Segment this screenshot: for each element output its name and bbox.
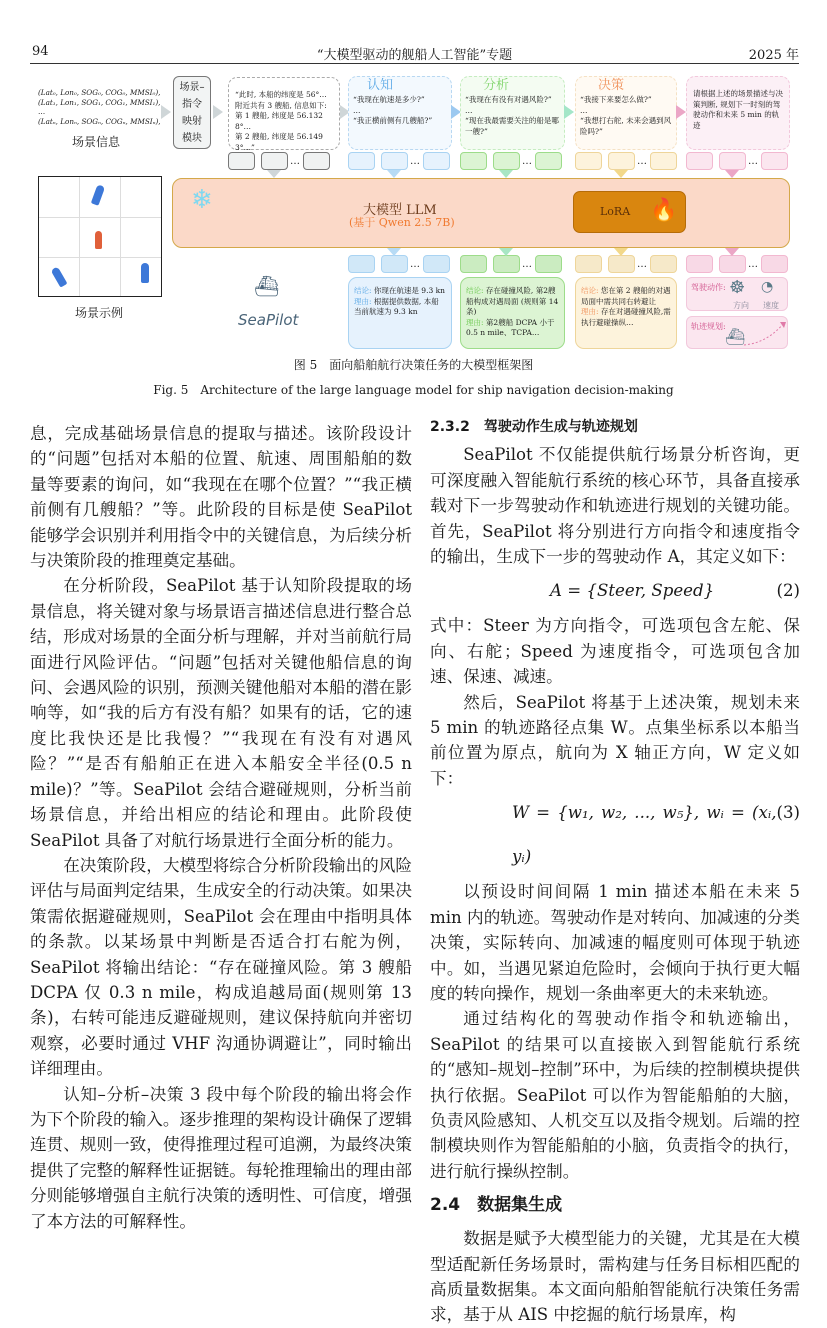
mapping-text: 指令: [182, 99, 202, 110]
conclusion-label: 结论:: [581, 286, 599, 295]
down-arrow-icon: [725, 170, 739, 178]
token-block: [608, 152, 635, 170]
reason-label: 理由:: [466, 317, 484, 327]
token-block: [535, 152, 562, 170]
token-block: [686, 255, 713, 273]
trajectory-label: 轨迹规划:: [691, 322, 726, 331]
token-block: [348, 152, 375, 170]
section-heading-2-4: 2.4 数据集生成: [430, 1195, 563, 1216]
ellipsis: …: [637, 156, 647, 167]
figure-5: [0, 0, 827, 400]
token-block: [719, 255, 746, 273]
ship-icon: [91, 184, 105, 206]
down-arrow-icon: [387, 170, 401, 178]
token-block: [650, 152, 677, 170]
trajectory-output: [686, 316, 788, 349]
equation-2: [430, 569, 800, 613]
token-block: [228, 152, 255, 170]
token-block: [261, 152, 288, 170]
down-arrow-icon: [267, 170, 281, 178]
cognition-title: 认知: [367, 78, 394, 93]
decision-box: [575, 76, 677, 150]
down-arrow-icon: [387, 248, 401, 256]
down-arrow-icon: [614, 170, 628, 178]
figure-caption-cn: 图 5 面向船舶航行决策任务的大模型框架图: [293, 358, 534, 372]
ellipsis: …: [410, 156, 420, 167]
token-block: [761, 152, 788, 170]
paragraph: SeaPilot 不仅能提供航行场景分析咨询，更可深度融入智能航行系统的核心环节，具备直接承载对下一步驾驶动作和轨迹进行规划的关键功能。首先，SeaPilot 将分别进行方向指令和速度指令的输出，生成下一步的驾驶动作 A，其定义如下：: [430, 445, 800, 567]
paragraph: 在决策阶段，大模型将综合分析阶段输出的风险评估与局面判定结果，生成安全的行动决策。如果决策需依据避碰规则，SeaPilot 会在理由中指明具体的条款。以某场景中判断是否适合打右舵为例，SeaPilot 将输出结论：“存在碰撞风险。第 3 艘船 DCPA 仅 0.3 n mile，构成追越局面(规则第 13 条)，右转可能违反避碰规则，建议保持航向并密切观察，必要时通过 VHF 沟通协调避让”，同时输出详细理由。: [30, 855, 412, 1079]
mapping-text: 场景–: [179, 82, 205, 93]
question: …: [580, 105, 588, 115]
trajectory-icon: [742, 319, 788, 347]
mapping-text: 模块: [182, 133, 202, 144]
arrow-icon: [213, 105, 223, 119]
token-block: [423, 152, 450, 170]
token-block: [761, 255, 788, 273]
down-arrow-icon: [725, 248, 739, 256]
mapping-text: 映射: [182, 116, 202, 127]
paragraph: 以预设时间间隔 1 min 描述本船在未来 5 min 内的轨迹。驾驶动作是对转向、加减速的分类决策，实际转向、加减速的幅度则可体现于轨迹中。如，当遇见紧迫危险时，会倾向于执行更大幅度的转向操作，规划一条曲率更大的未来轨迹。: [430, 882, 800, 1003]
scene-text-line: “此时, 本船的纬度是 56°…: [235, 90, 327, 99]
equation: A = {Steer, Speed}: [550, 581, 715, 601]
token-block: [493, 255, 520, 273]
journal-topic: “大模型驱动的舰船人工智能”专题: [316, 48, 513, 63]
snowflake-icon: ❄: [191, 185, 213, 215]
question: “我接下来要怎么做?”: [580, 95, 652, 104]
token-block: [381, 152, 408, 170]
conclusion-text: 你现在航速是 9.3 kn: [373, 286, 445, 295]
right-column: [430, 415, 800, 1328]
ellipsis: …: [522, 259, 532, 270]
ship-icon: [51, 266, 68, 287]
lora-label: LoRA: [600, 205, 631, 218]
action-output: [686, 277, 788, 311]
analysis-box: [460, 76, 565, 150]
reason-label: 理由:: [581, 307, 599, 316]
cognition-output: [348, 277, 452, 349]
analysis-title: 分析: [483, 78, 510, 93]
paragraph: 通过结构化的驾驶动作指令和轨迹输出，SeaPilot 的结果可以直接嵌入到智能航行系统的“感知–规划–控制”环中，为后续的控制模块提供执行依据。SeaPilot 可以作为智能船舶的大脑，负责风险感知、人机交互以及指令规划。后端的控制模块则作为智能船舶的小脑，负责指令的执行，进行航行操纵控制。: [430, 1009, 800, 1181]
planning-prompt-box: 请根据上述的场景描述与决策判断, 规划下一时刻的驾驶动作和未来 5 min 的轨迹: [686, 76, 790, 150]
fire-icon: 🔥: [650, 198, 678, 223]
token-block: [650, 255, 677, 273]
scene-example-grid: [38, 176, 162, 297]
question: “我现在航速是多少?”: [353, 95, 425, 104]
scene-line: (Latₙ, Lonₙ, SOGₙ, COGₙ, MMSIₙ),: [38, 116, 161, 126]
token-block: [535, 255, 562, 273]
question: “我现在有没有对遇风险?”: [465, 95, 552, 104]
paragraph: 数据是赋予大模型能力的关键，尤其是在大模型适配新任务场景时，需构建与任务目标相匹配的高质量数据集。本文面向船舶智能航行决策任务需求，基于从 AIS 中挖掘的航行场景库，构: [430, 1229, 800, 1325]
ship-icon: ⛴: [725, 327, 746, 346]
speedometer-icon: ◔: [761, 279, 774, 295]
token-block: [460, 152, 487, 170]
ellipsis: …: [522, 156, 532, 167]
reason-label: 理由:: [354, 296, 372, 306]
ship-logo-icon: ⛴: [254, 274, 280, 298]
token-block: [381, 255, 408, 273]
scene-text-line: 第 1 艘船, 纬度是 56.132 8°…: [235, 111, 323, 131]
down-arrow-icon: [499, 248, 513, 256]
paragraph: 然后，SeaPilot 将基于上述决策，规划未来 5 min 的轨迹路径点集 W。点集坐标系以本船当前位置为原点，航向为 X 轴正方向，W 定义如下：: [430, 692, 800, 788]
page-number: 94: [32, 44, 49, 59]
equation-3: [430, 791, 800, 879]
left-column: [30, 421, 412, 1234]
scene-line: (Lat₁, Lon₁, SOG₁, COG₁, MMSI₁),: [38, 97, 161, 107]
figure-caption-en: Fig. 5 Architecture of the large language model for ship navigation decision-making: [153, 383, 674, 397]
token-block: [348, 255, 375, 273]
equation-number: (2): [776, 581, 800, 601]
llm-subtitle: (基于 Qwen 2.5 7B): [349, 216, 455, 229]
ellipsis: …: [410, 259, 420, 270]
paragraph: 式中：Steer 为方向指令，可选项包含左舵、保向、右舵；Speed 为速度指令，可选项包含加速、保速、减速。: [430, 616, 800, 687]
paragraph: 认知–分析–决策 3 段中每个阶段的输出将会作为下个阶段的输入。逐步推理的架构设计确保了逻辑连贯、规则一致，使得推理过程可追溯，为最终决策提供了完整的解释性证据链。每轮推理输出的理由部分则能够增强自主航行决策的透明性、可信度，增强了本方法的可解释性。: [30, 1084, 412, 1231]
token-block: [493, 152, 520, 170]
scene-line: …: [38, 107, 46, 116]
conclusion-label: 结论:: [354, 286, 372, 295]
action-label: 驾驶动作:: [691, 283, 726, 292]
down-arrow-icon: [614, 248, 628, 256]
arrow-icon: [161, 105, 171, 119]
llm-title: 大模型 LLM: [363, 203, 437, 218]
seapilot-logo: SeaPilot: [238, 311, 299, 329]
decision-output: [575, 277, 677, 349]
down-arrow-icon: [499, 170, 513, 178]
conclusion-label: 结论:: [466, 286, 484, 295]
section-heading-2-3-2: 2.3.2 驾驶动作生成与轨迹规划: [430, 419, 638, 435]
scene-info-label: 场景信息: [72, 135, 121, 149]
arrow-icon: [564, 105, 574, 119]
equation-number: (3): [776, 803, 800, 823]
reason-text: 根据提供数据, 本船当前航速为 9.3 kn: [354, 296, 439, 316]
conclusion-text: 存在碰撞风险, 第2艘船构成对遇局面 (规则第 14 条): [466, 286, 559, 316]
ellipsis: …: [748, 259, 758, 270]
mapping-module: [173, 76, 211, 149]
question: …: [465, 105, 473, 115]
conclusion-text: 您在第 2 艘船的对遇局面中需共同右转避让: [581, 286, 671, 306]
lora-box: [573, 191, 686, 233]
token-block: [686, 152, 713, 170]
reason-text: 存在对遇碰撞风险,需执行避碰操纵…: [581, 307, 671, 327]
year: 2025 年: [748, 48, 799, 63]
reason-text: 第2艘船 DCPA 小于 0.5 n mile、TCPA…: [466, 317, 555, 337]
direction-label: 方向: [733, 301, 749, 310]
ellipsis: …: [290, 156, 300, 167]
speed-label: 速度: [763, 301, 779, 310]
token-block: [575, 152, 602, 170]
question: “我正横前侧有几艘船?”: [353, 116, 433, 125]
token-block: [303, 152, 330, 170]
question: “现在我最需要关注的船是哪一艘?”: [465, 116, 559, 136]
helm-icon: ☸: [729, 277, 746, 298]
token-block: [460, 255, 487, 273]
token-block: [423, 255, 450, 273]
question: “我想打右舵, 未来会遇到风险吗?”: [580, 116, 672, 136]
analysis-output: [460, 277, 565, 349]
paragraph: 在分析阶段，SeaPilot 基于认知阶段提取的场景信息，将关键对象与场景语言描述信息进行整合总结，形成对场景的全面分析与理解，并对当前航行局面进行风险评估。“问题”包括对关键他船信息的询问、会遇风险的识别，预测关键他船对本船的潜在影响等，如“我的后方有没有船？如果有的话，它的速度比我快还是比我慢？”“我现在有没有对遇风险？”“是否有船舶正在进入本船安全半径(0.5 n mile)？”等。SeaPilot 会结合避碰规则，分析当前场景信息，并给出相应的结论和理由。此阶段使 SeaPilot 具备了对航行场景进行全面分析的能力。: [30, 576, 412, 850]
scene-example-label: 场景示例: [75, 306, 124, 320]
ellipsis: …: [748, 156, 758, 167]
token-block: [719, 152, 746, 170]
scene-text-box: [228, 77, 340, 150]
scene-line: (Lat₀, Lon₀, SOG₀, COG₀, MMSI₀),: [38, 88, 161, 97]
equation: W = {w₁, w₂, ..., w₅}, wᵢ = (xᵢ, yᵢ): [512, 803, 777, 867]
llm-box: [172, 178, 790, 248]
cognition-box: [348, 76, 452, 150]
paragraph: 息，完成基础场景信息的提取与描述。该阶段设计的“问题”包括对本船的位置、航速、周围船舶的数量等要素的询问，如“我现在在哪个位置？”“我正横前侧有几艘船？”等。此阶段的目标是使 SeaPilot 能够学会识别并利用指令中的关键信息，为后续分析与决策阶段的推理奠定基础。: [30, 424, 412, 571]
ship-icon: [141, 263, 149, 283]
token-block: [575, 255, 602, 273]
scene-text-line: 第 2 艘船, 纬度是 56.149 3°…”: [235, 132, 323, 152]
arrow-icon: [676, 105, 686, 119]
scene-data: [38, 88, 161, 126]
ellipsis: …: [637, 259, 647, 270]
decision-title: 决策: [598, 78, 625, 93]
ship-icon: [95, 231, 102, 249]
token-block: [608, 255, 635, 273]
question: …: [353, 105, 361, 115]
scene-text-line: 附近共有 3 艘船, 信息如下:: [235, 100, 327, 110]
